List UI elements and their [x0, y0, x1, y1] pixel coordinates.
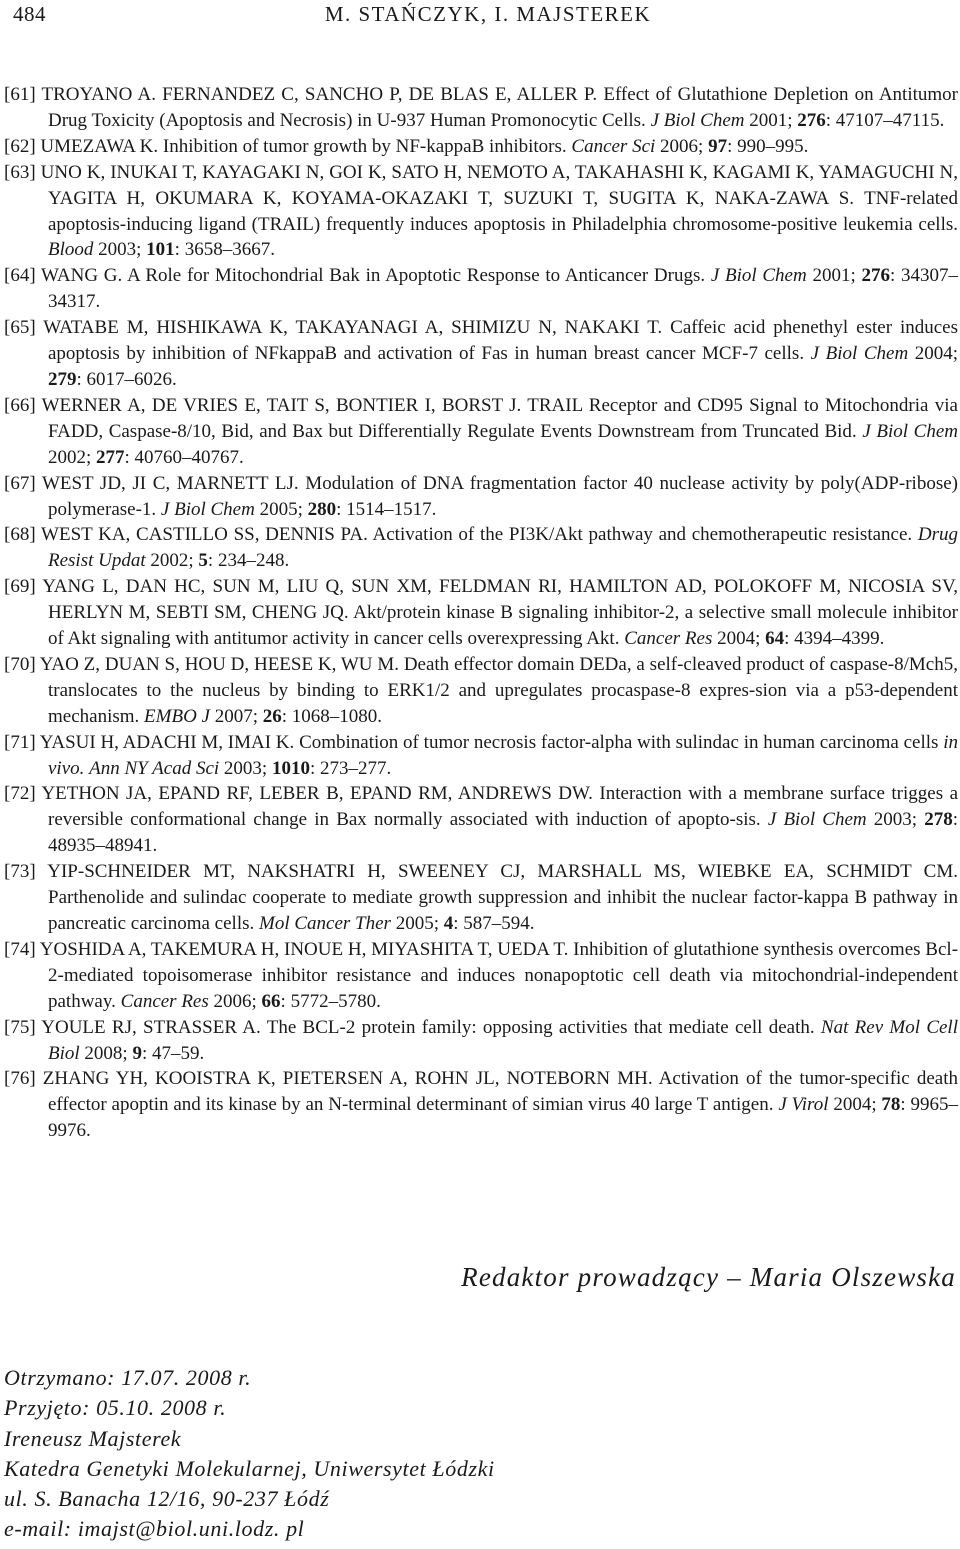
reference-journal: Cancer Res — [624, 628, 713, 650]
reference-year: 2003; — [98, 239, 142, 261]
reference-pages: : 6017–6026. — [76, 368, 177, 390]
accepted-date: Przyjęto: 05.10. 2008 r. — [4, 1395, 227, 1421]
reference-pages: : 273–277. — [309, 757, 392, 779]
reference-year: 2003; — [223, 757, 268, 779]
reference-entry — [4, 652, 958, 730]
reference-pages: : 9965–9976. — [48, 1094, 958, 1142]
reference-pages: : 40760–40767. — [124, 446, 244, 468]
author-address: ul. S. Banacha 12/16, 90-237 Łódź — [4, 1486, 330, 1512]
reference-entry — [4, 471, 958, 523]
page-number: 484 — [13, 2, 46, 26]
reference-volume: 279 — [48, 368, 77, 390]
reference-authors: WATABE M, HISHIKAWA K, TAKAYANAGI A, SHIMIZU N, NAKAKI T. — [43, 317, 663, 339]
reference-id: [72] — [4, 783, 36, 805]
reference-title: Akt/protein kinase B signaling inhibitor-2, a selective small molecule inhibitor of Akt signaling with antitumor activity in cancer cells overexpressing Akt. — [48, 602, 958, 650]
reference-authors: WERNER A, DE VRIES E, TAIT S, BONTIER I, BORST J. — [41, 394, 522, 416]
author-email: e-mail: imajst@biol.uni.lodz. pl — [4, 1516, 305, 1542]
reference-year: 2003; — [873, 809, 918, 831]
reference-year: 2008; — [84, 1042, 128, 1064]
reference-title: Activation of the tumor-specific death effector apoptin and its kinase by an N-terminal determinant of simian virus 40 large T antigen. — [48, 1068, 959, 1116]
reference-volume: 4 — [443, 913, 454, 934]
reference-volume: 5 — [198, 550, 208, 572]
reference-authors: ZHANG YH, KOOISTRA K, PIETERSEN A, ROHN JL, NOTEBORN MH. — [42, 1068, 653, 1090]
reference-authors: YOSHIDA A, TAKEMURA H, INOUE H, MIYASHITA T, UEDA T. — [39, 938, 569, 960]
reference-entry — [4, 315, 958, 393]
reference-year: 2006; — [660, 135, 704, 157]
reference-title: A Role for Mitochondrial Bak in Apoptotic Response to Anticancer Drugs. — [126, 265, 706, 287]
reference-pages: : 47107–47115. — [825, 109, 945, 131]
reference-id: [75] — [4, 1016, 36, 1038]
reference-title: The BCL-2 protein family: opposing activities that mediate cell death. — [266, 1016, 815, 1038]
reference-journal: J Biol Chem — [862, 420, 958, 442]
reference-title: Death effector domain DEDa, a self-cleaved product of caspase-8/Mch5, translocates to the nucleus by binding to ERK1/2 and upregulates procaspase-8 expres-sion via a p53-dependent mechanism. — [48, 653, 958, 727]
reference-pages: : 587–594. — [453, 913, 535, 934]
reference-pages: : 47–59. — [141, 1042, 205, 1064]
reference-entry — [4, 82, 958, 134]
reference-year: 2007; — [214, 705, 259, 727]
reference-title: TNF-related apoptosis-inducing ligand (TRAIL) frequently induces apoptosis in Philadelphia chromosome-positive leukemia cells. — [48, 187, 958, 235]
reference-id: [69] — [4, 576, 36, 598]
reference-entry — [4, 730, 958, 782]
reference-volume: 78 — [881, 1094, 901, 1116]
reference-journal: Nat Rev Mol Cell Biol — [48, 1016, 958, 1064]
reference-entry — [4, 1066, 958, 1144]
reference-journal: Cancer Sci — [571, 135, 656, 157]
reference-id: [62] — [4, 135, 36, 157]
reference-journal: J Biol Chem — [767, 809, 867, 831]
reference-id: [74] — [4, 938, 36, 960]
author-name: Ireneusz Majsterek — [4, 1425, 182, 1451]
reference-id: [65] — [4, 317, 36, 339]
reference-pages: : 34307–34317. — [48, 265, 958, 313]
reference-pages: : 234–248. — [207, 550, 290, 572]
reference-entry — [4, 574, 958, 652]
reference-entry — [4, 160, 958, 264]
reference-journal: J Virol — [778, 1094, 829, 1116]
page-header — [0, 2, 960, 30]
reference-list — [4, 82, 958, 1144]
reference-title: Modulation of DNA fragmentation factor 40 nuclease activity by poly(ADP-ribose) polymerase-1. — [48, 472, 958, 520]
correspondence-block — [4, 1363, 944, 1545]
reference-entry — [4, 393, 958, 471]
reference-authors: YAO Z, DUAN S, HOU D, HEESE K, WU M. — [39, 653, 399, 675]
reference-journal: Blood — [48, 239, 94, 261]
reference-journal: Cancer Res — [120, 990, 209, 1012]
reference-volume: 278 — [924, 809, 953, 831]
reference-journal: Mol Cancer Ther — [259, 913, 391, 934]
reference-id: [61] — [4, 84, 36, 105]
reference-pages: : 3658–3667. — [174, 239, 275, 261]
reference-volume: 101 — [146, 239, 175, 261]
reference-journal: Ann NY Acad Sci — [89, 757, 220, 779]
reference-journal: Drug Resist Updat — [48, 524, 958, 572]
reference-authors: WEST JD, JI C, MARNETT LJ. — [41, 472, 299, 494]
reference-entry — [4, 134, 958, 160]
reference-journal: J Biol Chem — [160, 498, 255, 520]
reference-journal: J Biol Chem — [650, 109, 745, 131]
reference-id: [70] — [4, 653, 36, 675]
reference-authors: WEST KA, CASTILLO SS, DENNIS PA. — [41, 524, 368, 546]
reference-volume: 276 — [861, 265, 890, 287]
reference-entry — [4, 263, 958, 315]
reference-year: 2004; — [914, 343, 959, 365]
reference-year: 2002; — [48, 446, 92, 468]
reference-authors: YETHON JA, EPAND RF, LEBER B, EPAND RM, ANDREWS DW. — [41, 783, 593, 805]
reference-journal: J Biol Chem — [810, 343, 909, 365]
reference-pages: : 990–995. — [727, 135, 809, 157]
reference-title: Combination of tumor necrosis factor-alpha with sulindac in human carcinoma cells — [299, 731, 939, 753]
reference-journal: EMBO J — [144, 705, 210, 727]
reference-authors: UMEZAWA K. — [40, 135, 159, 157]
reference-title: Caffeic acid phenethyl ester induces apoptosis by inhibition of NFkappaB and activation of Fas in human breast cancer MCF-7 cells. — [48, 317, 959, 365]
reference-authors: WANG G. — [41, 265, 123, 287]
reference-title: Activation of the PI3K/Akt pathway and chemotherapeutic resistance. — [372, 524, 913, 546]
reference-entry — [4, 522, 958, 574]
running-head: M. STAŃCZYK, I. MAJSTEREK — [324, 2, 652, 26]
reference-pages: : 1068–1080. — [281, 705, 383, 727]
reference-pages: : 1514–1517. — [336, 498, 437, 520]
reference-id: [68] — [4, 524, 36, 546]
reference-journal: J Biol Chem — [710, 265, 807, 287]
reference-year: 2006; — [213, 990, 257, 1012]
reference-authors: TROYANO A. FERNANDEZ C, SANCHO P, DE BLAS E, ALLER P. — [41, 84, 598, 105]
reference-volume: 277 — [96, 446, 125, 468]
reference-volume: 276 — [797, 109, 826, 131]
reference-year: 2004; — [717, 628, 761, 650]
reference-entry — [4, 859, 958, 937]
reference-volume: 1010 — [271, 757, 310, 779]
reference-title: Interaction with a membrane surface trigges a reversible conformational change in Bax normally associated with induction of apopto-sis. — [48, 783, 959, 831]
reference-id: [73] — [4, 861, 36, 883]
reference-title: Effect of Glutathione Depletion on Antitumor Drug Toxicity (Apoptosis and Necrosis) in U-937 Human Promonocytic Cells. — [48, 84, 959, 131]
reference-authors: YASUI H, ADACHI M, IMAI K. — [39, 731, 295, 753]
reference-entry — [4, 781, 958, 859]
reference-title-italic: in vivo. — [48, 731, 959, 779]
reference-id: [63] — [4, 161, 36, 183]
reference-pages: : 5772–5780. — [280, 990, 381, 1012]
reference-pages: : 48935–48941. — [48, 809, 959, 857]
reference-volume: 66 — [261, 990, 281, 1012]
reference-authors: UNO K, INUKAI T, KAYAGAKI N, GOI K, SATO H, NEMOTO A, TAKAHASHI K, KAGAMI K, YAMAGUCHI N, YAGITA H, OKUMARA K, KOYAMA-OKAZAKI T, SUZUKI T, SUGITA K, NAKA-ZAWA S. — [40, 161, 958, 209]
reference-id: [67] — [4, 472, 36, 494]
received-date: Otrzymano: 17.07. 2008 r. — [4, 1365, 252, 1390]
reference-year: 2001; — [749, 109, 793, 131]
reference-entry — [4, 1015, 958, 1067]
reference-year: 2001; — [812, 265, 856, 287]
reference-authors: YANG L, DAN HC, SUN M, LIU Q, SUN XM, FELDMAN RI, HAMILTON AD, POLOKOFF M, NICOSIA SV, HERLYN M, SEBTI SM, CHENG JQ. — [42, 576, 958, 624]
reference-title: Parthenolide and sulindac cooperate to mediate growth suppression and inhibit the nuclear factor-kappa B pathway in pancreatic carcinoma cells. — [48, 887, 958, 934]
reference-year: 2002; — [150, 550, 194, 572]
reference-id: [76] — [4, 1068, 36, 1090]
reference-id: [71] — [4, 731, 36, 753]
reference-id: [66] — [4, 394, 36, 416]
reference-authors: YIP-SCHNEIDER MT, NAKSHATRI H, SWEENEY CJ, MARSHALL MS, WIEBKE EA, SCHMIDT CM. — [47, 861, 958, 883]
reference-volume: 26 — [262, 705, 282, 727]
author-department: Katedra Genetyki Molekularnej, Uniwersytet Łódzki — [4, 1455, 495, 1481]
reference-volume: 9 — [132, 1042, 142, 1064]
reference-volume: 64 — [765, 628, 785, 650]
reference-pages: : 4394–4399. — [784, 628, 885, 650]
reference-title: TRAIL Receptor and CD95 Signal to Mitochondria via FADD, Caspase-8/10, Bid, and Bax but Differentially Regulate Events Downstream from Truncated Bid. — [48, 394, 958, 442]
reference-authors: YOULE RJ, STRASSER A. — [41, 1016, 261, 1038]
reference-volume: 97 — [708, 135, 728, 157]
reference-year: 2005; — [395, 913, 439, 934]
reference-title: Inhibition of tumor growth by NF-kappaB inhibitors. — [162, 135, 567, 157]
reference-entry — [4, 937, 958, 1015]
reference-volume: 280 — [307, 498, 337, 520]
reference-id: [64] — [4, 265, 36, 287]
reference-title: Inhibition of glutathione synthesis overcomes Bcl-2-mediated topoisomerase inhibitor resistance and induces nonapoptotic cell death via mitochondrial-independent pathway. — [48, 938, 959, 1012]
managing-editor-note: Redaktor prowadzący – Maria Olszewska — [461, 1262, 956, 1292]
reference-year: 2004; — [833, 1094, 877, 1116]
reference-year: 2005; — [259, 498, 303, 520]
